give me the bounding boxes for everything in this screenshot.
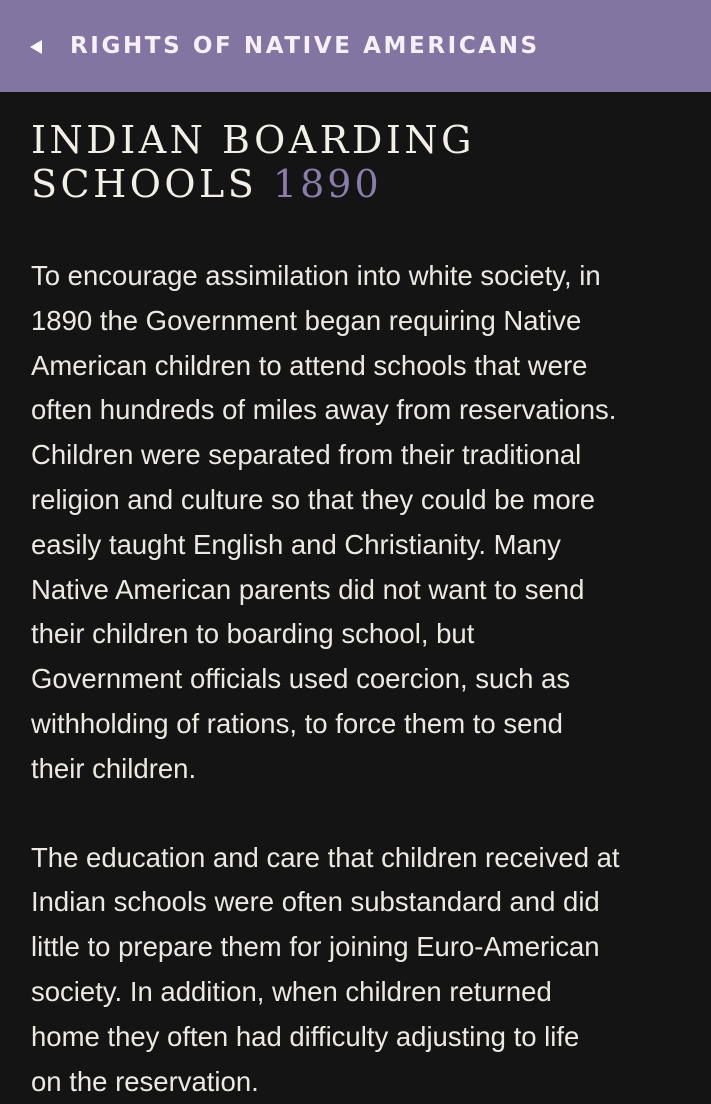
page-title-text: INDIAN BOARDING SCHOOLS [31, 118, 475, 206]
back-navigation-bar[interactable] [0, 0, 711, 92]
page-title-year: 1890 [272, 162, 382, 206]
section-title[interactable]: RIGHTS OF NATIVE AMERICANS [70, 33, 540, 59]
article-paragraph: To encourage assimilation into white society, in 1890 the Government began requiring Native American children to attend schools that were often hundreds of miles away from reservations. Children were separated from their traditional religion and culture so that they could be more easily taught English and Christianity. Many Native American parents did not want to send their children to boarding school, but Government officials used coercion, such as withholding of rations, to force them to send their children. [31, 260, 617, 784]
article [31, 92, 691, 1104]
article-paragraph: The education and care that children received at Indian schools were often substandard and did little to prepare them for joining Euro-American society. In addition, when children returned home they often had difficulty adjusting to life on the reservation. [31, 841, 620, 1097]
back-arrow-icon[interactable] [30, 40, 42, 54]
page-title [31, 118, 691, 206]
